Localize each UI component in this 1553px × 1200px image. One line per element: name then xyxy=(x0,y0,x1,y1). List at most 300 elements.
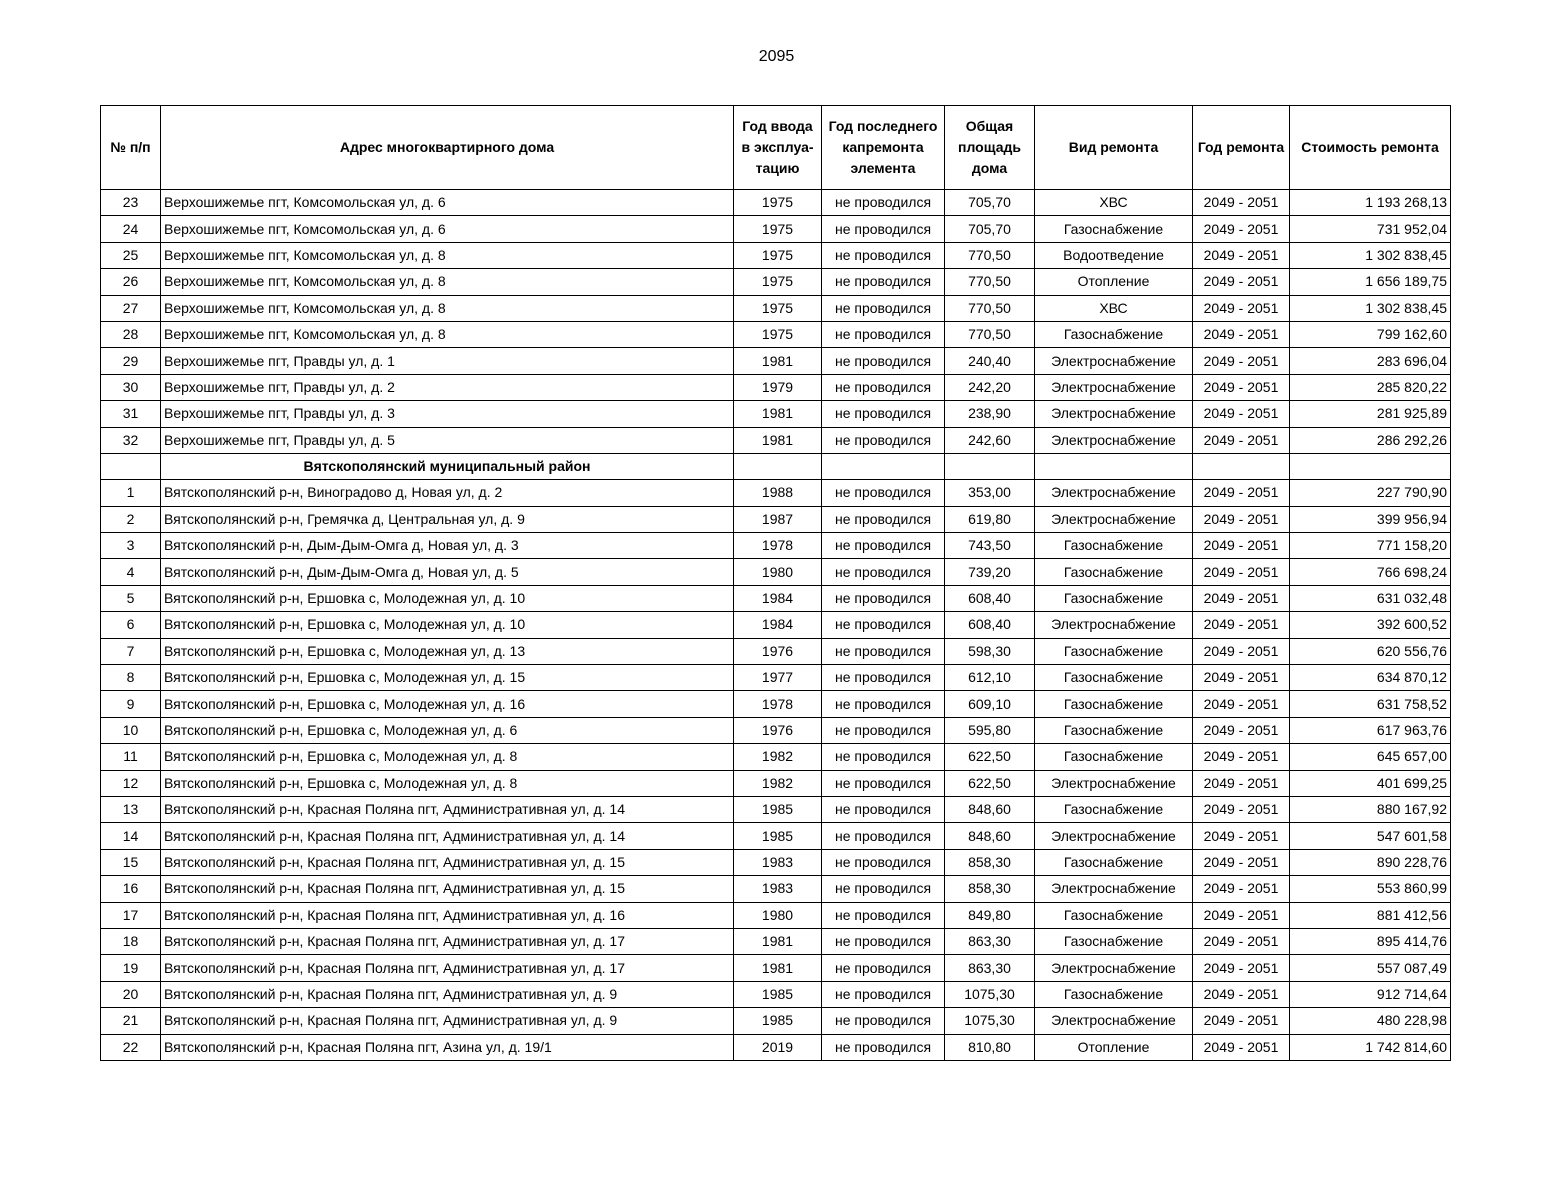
cell-cost: 881 412,56 xyxy=(1290,902,1451,928)
cell-repair-type: Отопление xyxy=(1035,1034,1193,1060)
cell-address: Верхошижемье пгт, Комсомольская ул, д. 6 xyxy=(161,190,734,216)
cell-cost: 1 193 268,13 xyxy=(1290,190,1451,216)
cell-year-commissioned: 1976 xyxy=(734,717,822,743)
cell-repair-type: Газоснабжение xyxy=(1035,559,1193,585)
cell-repair-type: Электроснабжение xyxy=(1035,823,1193,849)
cell-repair-year: 2049 - 2051 xyxy=(1193,401,1290,427)
cell-repair-type: Электроснабжение xyxy=(1035,955,1193,981)
cell-area: 770,50 xyxy=(945,269,1035,295)
cell-num: 22 xyxy=(101,1034,161,1060)
cell-num: 31 xyxy=(101,401,161,427)
cell-num: 15 xyxy=(101,849,161,875)
cell-num: 5 xyxy=(101,585,161,611)
cell-address: Вятскополянский р-н, Красная Поляна пгт, Административная ул, д. 14 xyxy=(161,796,734,822)
cell-cost: 399 956,94 xyxy=(1290,506,1451,532)
cell-repair-type: Газоснабжение xyxy=(1035,216,1193,242)
cell-cost: 880 167,92 xyxy=(1290,796,1451,822)
table-row xyxy=(101,928,1451,954)
section-header-row xyxy=(101,453,1451,479)
cell-year-commissioned: 1975 xyxy=(734,295,822,321)
table-row xyxy=(101,691,1451,717)
cell-year-commissioned: 1981 xyxy=(734,401,822,427)
cell-address: Верхошижемье пгт, Правды ул, д. 5 xyxy=(161,427,734,453)
cell-area: 810,80 xyxy=(945,1034,1035,1060)
cell-repair-year: 2049 - 2051 xyxy=(1193,638,1290,664)
cell-num: 30 xyxy=(101,374,161,400)
table-row xyxy=(101,849,1451,875)
cell-cost: 766 698,24 xyxy=(1290,559,1451,585)
cell-last-repair: не проводился xyxy=(822,269,945,295)
cell-address: Верхошижемье пгт, Комсомольская ул, д. 6 xyxy=(161,216,734,242)
cell-num: 2 xyxy=(101,506,161,532)
cell-area: 612,10 xyxy=(945,665,1035,691)
table-row xyxy=(101,823,1451,849)
cell-repair-year: 2049 - 2051 xyxy=(1193,190,1290,216)
cell-area: 622,50 xyxy=(945,770,1035,796)
cell-address: Вятскополянский р-н, Красная Поляна пгт, Административная ул, д. 15 xyxy=(161,849,734,875)
cell-cost: 286 292,26 xyxy=(1290,427,1451,453)
cell-repair-type: Газоснабжение xyxy=(1035,533,1193,559)
cell-address: Вятскополянский муниципальный район xyxy=(161,453,734,479)
cell-last-repair: не проводился xyxy=(822,1008,945,1034)
cell-cost: 890 228,76 xyxy=(1290,849,1451,875)
cell-year-commissioned: 1985 xyxy=(734,823,822,849)
cell-area: 598,30 xyxy=(945,638,1035,664)
cell-area: 1075,30 xyxy=(945,981,1035,1007)
cell-last-repair: не проводился xyxy=(822,849,945,875)
cell-cost: 392 600,52 xyxy=(1290,612,1451,638)
cell-cost: 631 758,52 xyxy=(1290,691,1451,717)
cell-repair-type: Электроснабжение xyxy=(1035,770,1193,796)
cell-year-commissioned: 1978 xyxy=(734,691,822,717)
cell-num: 1 xyxy=(101,480,161,506)
table-row xyxy=(101,401,1451,427)
cell-num: 3 xyxy=(101,533,161,559)
cell-last-repair: не проводился xyxy=(822,585,945,611)
page-number: 2095 xyxy=(758,48,795,65)
cell-area: 619,80 xyxy=(945,506,1035,532)
table-row xyxy=(101,612,1451,638)
table-header-row xyxy=(101,106,1451,190)
table-row xyxy=(101,533,1451,559)
table-row xyxy=(101,585,1451,611)
cell-area: 622,50 xyxy=(945,744,1035,770)
cell-repair-year: 2049 - 2051 xyxy=(1193,348,1290,374)
cell-repair-year: 2049 - 2051 xyxy=(1193,427,1290,453)
cell-repair-type: Электроснабжение xyxy=(1035,348,1193,374)
cell-last-repair: не проводился xyxy=(822,665,945,691)
cell-repair-year: 2049 - 2051 xyxy=(1193,295,1290,321)
cell-repair-year xyxy=(1193,453,1290,479)
cell-repair-type: Газоснабжение xyxy=(1035,744,1193,770)
cell-repair-year: 2049 - 2051 xyxy=(1193,1008,1290,1034)
cell-last-repair: не проводился xyxy=(822,190,945,216)
cell-address: Верхошижемье пгт, Комсомольская ул, д. 8 xyxy=(161,242,734,268)
cell-repair-year: 2049 - 2051 xyxy=(1193,1034,1290,1060)
cell-year-commissioned: 1987 xyxy=(734,506,822,532)
cell-repair-year: 2049 - 2051 xyxy=(1193,955,1290,981)
cell-year-commissioned xyxy=(734,453,822,479)
cell-address: Вятскополянский р-н, Красная Поляна пгт, Административная ул, д. 15 xyxy=(161,876,734,902)
cell-address: Вятскополянский р-н, Дым-Дым-Омга д, Новая ул, д. 5 xyxy=(161,559,734,585)
table-row xyxy=(101,216,1451,242)
cell-last-repair: не проводился xyxy=(822,427,945,453)
cell-repair-type: Газоснабжение xyxy=(1035,928,1193,954)
cell-last-repair: не проводился xyxy=(822,638,945,664)
cell-area: 848,60 xyxy=(945,823,1035,849)
cell-repair-type: Газоснабжение xyxy=(1035,691,1193,717)
cell-cost: 895 414,76 xyxy=(1290,928,1451,954)
table-row xyxy=(101,190,1451,216)
cell-area: 595,80 xyxy=(945,717,1035,743)
cell-address: Вятскополянский р-н, Дым-Дым-Омга д, Новая ул, д. 3 xyxy=(161,533,734,559)
cell-num: 17 xyxy=(101,902,161,928)
cell-num: 12 xyxy=(101,770,161,796)
cell-cost: 912 714,64 xyxy=(1290,981,1451,1007)
cell-address: Вятскополянский р-н, Красная Поляна пгт, Административная ул, д. 9 xyxy=(161,1008,734,1034)
table-row xyxy=(101,717,1451,743)
header-repair-year: Год ремонта xyxy=(1193,106,1290,190)
cell-last-repair: не проводился xyxy=(822,981,945,1007)
cell-repair-type: Газоснабжение xyxy=(1035,796,1193,822)
header-repair-type: Вид ремонта xyxy=(1035,106,1193,190)
cell-repair-type: Водоотведение xyxy=(1035,242,1193,268)
cell-last-repair: не проводился xyxy=(822,216,945,242)
cell-last-repair: не проводился xyxy=(822,295,945,321)
cell-address: Верхошижемье пгт, Правды ул, д. 3 xyxy=(161,401,734,427)
cell-address: Вятскополянский р-н, Ершовка с, Молодежная ул, д. 8 xyxy=(161,744,734,770)
cell-area: 770,50 xyxy=(945,242,1035,268)
cell-year-commissioned: 1975 xyxy=(734,269,822,295)
cell-num: 16 xyxy=(101,876,161,902)
cell-repair-type: Газоснабжение xyxy=(1035,665,1193,691)
cell-last-repair: не проводился xyxy=(822,902,945,928)
table-row xyxy=(101,1008,1451,1034)
cell-cost: 631 032,48 xyxy=(1290,585,1451,611)
table-row xyxy=(101,955,1451,981)
cell-year-commissioned: 1981 xyxy=(734,427,822,453)
repair-table xyxy=(100,105,1451,1061)
cell-year-commissioned: 1981 xyxy=(734,955,822,981)
cell-year-commissioned: 1979 xyxy=(734,374,822,400)
cell-area: 739,20 xyxy=(945,559,1035,585)
cell-year-commissioned: 1977 xyxy=(734,665,822,691)
cell-address: Вятскополянский р-н, Ершовка с, Молодежная ул, д. 13 xyxy=(161,638,734,664)
cell-area: 770,50 xyxy=(945,295,1035,321)
cell-area: 705,70 xyxy=(945,190,1035,216)
cell-repair-type: Газоснабжение xyxy=(1035,585,1193,611)
cell-last-repair: не проводился xyxy=(822,823,945,849)
cell-num xyxy=(101,453,161,479)
cell-cost: 553 860,99 xyxy=(1290,876,1451,902)
cell-repair-year: 2049 - 2051 xyxy=(1193,691,1290,717)
cell-repair-type: Электроснабжение xyxy=(1035,506,1193,532)
cell-address: Вятскополянский р-н, Красная Поляна пгт, Административная ул, д. 17 xyxy=(161,928,734,954)
cell-year-commissioned: 1981 xyxy=(734,928,822,954)
cell-year-commissioned: 1978 xyxy=(734,533,822,559)
cell-repair-year: 2049 - 2051 xyxy=(1193,744,1290,770)
cell-last-repair: не проводился xyxy=(822,796,945,822)
cell-cost: 285 820,22 xyxy=(1290,374,1451,400)
cell-address: Верхошижемье пгт, Комсомольская ул, д. 8 xyxy=(161,295,734,321)
cell-address: Вятскополянский р-н, Ершовка с, Молодежная ул, д. 10 xyxy=(161,612,734,638)
table-body xyxy=(101,190,1451,1061)
header-year-commissioned: Год ввода в эксплуа-тацию xyxy=(734,106,822,190)
cell-repair-type: Газоснабжение xyxy=(1035,717,1193,743)
cell-num: 32 xyxy=(101,427,161,453)
cell-year-commissioned: 1975 xyxy=(734,242,822,268)
cell-cost: 283 696,04 xyxy=(1290,348,1451,374)
cell-year-commissioned: 1976 xyxy=(734,638,822,664)
cell-area: 863,30 xyxy=(945,955,1035,981)
cell-area: 1075,30 xyxy=(945,1008,1035,1034)
cell-repair-year: 2049 - 2051 xyxy=(1193,374,1290,400)
cell-repair-year: 2049 - 2051 xyxy=(1193,928,1290,954)
cell-repair-type: Газоснабжение xyxy=(1035,638,1193,664)
table-row xyxy=(101,770,1451,796)
cell-cost: 1 302 838,45 xyxy=(1290,295,1451,321)
cell-cost: 1 302 838,45 xyxy=(1290,242,1451,268)
cell-address: Вятскополянский р-н, Ершовка с, Молодежная ул, д. 15 xyxy=(161,665,734,691)
table-row xyxy=(101,665,1451,691)
cell-cost: 645 657,00 xyxy=(1290,744,1451,770)
cell-cost: 401 699,25 xyxy=(1290,770,1451,796)
cell-num: 23 xyxy=(101,190,161,216)
table-row xyxy=(101,321,1451,347)
cell-repair-year: 2049 - 2051 xyxy=(1193,480,1290,506)
cell-area: 238,90 xyxy=(945,401,1035,427)
cell-cost: 634 870,12 xyxy=(1290,665,1451,691)
cell-cost: 281 925,89 xyxy=(1290,401,1451,427)
cell-address: Вятскополянский р-н, Гремячка д, Центральная ул, д. 9 xyxy=(161,506,734,532)
cell-cost: 620 556,76 xyxy=(1290,638,1451,664)
cell-cost: 731 952,04 xyxy=(1290,216,1451,242)
table-row xyxy=(101,295,1451,321)
cell-year-commissioned: 1985 xyxy=(734,981,822,1007)
cell-repair-type: Электроснабжение xyxy=(1035,480,1193,506)
cell-repair-year: 2049 - 2051 xyxy=(1193,559,1290,585)
cell-repair-type: Газоснабжение xyxy=(1035,321,1193,347)
table-row xyxy=(101,1034,1451,1060)
table-row xyxy=(101,744,1451,770)
cell-year-commissioned: 1981 xyxy=(734,348,822,374)
cell-area: 849,80 xyxy=(945,902,1035,928)
cell-address: Вятскополянский р-н, Ершовка с, Молодежная ул, д. 6 xyxy=(161,717,734,743)
cell-last-repair: не проводился xyxy=(822,321,945,347)
cell-repair-type: ХВС xyxy=(1035,295,1193,321)
cell-area: 705,70 xyxy=(945,216,1035,242)
cell-address: Вятскополянский р-н, Ершовка с, Молодежная ул, д. 16 xyxy=(161,691,734,717)
cell-area: 608,40 xyxy=(945,585,1035,611)
cell-cost: 557 087,49 xyxy=(1290,955,1451,981)
table-row xyxy=(101,796,1451,822)
cell-num: 8 xyxy=(101,665,161,691)
cell-repair-year: 2049 - 2051 xyxy=(1193,216,1290,242)
cell-repair-type: ХВС xyxy=(1035,190,1193,216)
table-row xyxy=(101,506,1451,532)
cell-last-repair: не проводился xyxy=(822,1034,945,1060)
cell-last-repair: не проводился xyxy=(822,506,945,532)
cell-cost xyxy=(1290,453,1451,479)
cell-area: 240,40 xyxy=(945,348,1035,374)
cell-last-repair: не проводился xyxy=(822,744,945,770)
header-area: Общая площадь дома xyxy=(945,106,1035,190)
cell-last-repair: не проводился xyxy=(822,242,945,268)
table-row xyxy=(101,638,1451,664)
cell-repair-year: 2049 - 2051 xyxy=(1193,717,1290,743)
cell-repair-year: 2049 - 2051 xyxy=(1193,849,1290,875)
cell-address: Вятскополянский р-н, Красная Поляна пгт, Административная ул, д. 16 xyxy=(161,902,734,928)
cell-address: Вятскополянский р-н, Ершовка с, Молодежная ул, д. 8 xyxy=(161,770,734,796)
cell-year-commissioned: 1980 xyxy=(734,559,822,585)
cell-area xyxy=(945,453,1035,479)
header-last-repair: Год последнего капремонта элемента xyxy=(822,106,945,190)
cell-year-commissioned: 1985 xyxy=(734,1008,822,1034)
cell-repair-year: 2049 - 2051 xyxy=(1193,242,1290,268)
cell-address: Верхошижемье пгт, Комсомольская ул, д. 8 xyxy=(161,269,734,295)
cell-last-repair: не проводился xyxy=(822,401,945,427)
cell-repair-type: Газоснабжение xyxy=(1035,981,1193,1007)
table-row xyxy=(101,427,1451,453)
cell-repair-year: 2049 - 2051 xyxy=(1193,981,1290,1007)
table-row xyxy=(101,242,1451,268)
cell-address: Вятскополянский р-н, Красная Поляна пгт, Азина ул, д. 19/1 xyxy=(161,1034,734,1060)
table-row xyxy=(101,374,1451,400)
cell-repair-type xyxy=(1035,453,1193,479)
cell-num: 11 xyxy=(101,744,161,770)
cell-area: 743,50 xyxy=(945,533,1035,559)
cell-repair-type: Электроснабжение xyxy=(1035,612,1193,638)
cell-num: 24 xyxy=(101,216,161,242)
cell-num: 29 xyxy=(101,348,161,374)
cell-last-repair: не проводился xyxy=(822,717,945,743)
cell-num: 13 xyxy=(101,796,161,822)
cell-num: 7 xyxy=(101,638,161,664)
cell-area: 858,30 xyxy=(945,849,1035,875)
cell-repair-year: 2049 - 2051 xyxy=(1193,321,1290,347)
cell-year-commissioned: 1980 xyxy=(734,902,822,928)
cell-last-repair: не проводился xyxy=(822,691,945,717)
cell-num: 10 xyxy=(101,717,161,743)
cell-year-commissioned: 1985 xyxy=(734,796,822,822)
cell-repair-year: 2049 - 2051 xyxy=(1193,269,1290,295)
table-row xyxy=(101,981,1451,1007)
cell-area: 863,30 xyxy=(945,928,1035,954)
table-row xyxy=(101,269,1451,295)
cell-year-commissioned: 1988 xyxy=(734,480,822,506)
cell-repair-year: 2049 - 2051 xyxy=(1193,533,1290,559)
cell-repair-year: 2049 - 2051 xyxy=(1193,585,1290,611)
cell-cost: 1 742 814,60 xyxy=(1290,1034,1451,1060)
cell-year-commissioned: 1975 xyxy=(734,216,822,242)
cell-repair-type: Электроснабжение xyxy=(1035,401,1193,427)
cell-address: Вятскополянский р-н, Красная Поляна пгт, Административная ул, д. 14 xyxy=(161,823,734,849)
cell-year-commissioned: 2019 xyxy=(734,1034,822,1060)
cell-year-commissioned: 1975 xyxy=(734,321,822,347)
cell-repair-year: 2049 - 2051 xyxy=(1193,823,1290,849)
cell-area: 353,00 xyxy=(945,480,1035,506)
cell-repair-year: 2049 - 2051 xyxy=(1193,665,1290,691)
cell-repair-year: 2049 - 2051 xyxy=(1193,876,1290,902)
header-cost: Стоимость ремонта xyxy=(1290,106,1451,190)
cell-repair-type: Электроснабжение xyxy=(1035,427,1193,453)
cell-num: 21 xyxy=(101,1008,161,1034)
table-row xyxy=(101,559,1451,585)
table-row xyxy=(101,480,1451,506)
table-row xyxy=(101,902,1451,928)
cell-area: 242,20 xyxy=(945,374,1035,400)
cell-last-repair: не проводился xyxy=(822,955,945,981)
cell-year-commissioned: 1984 xyxy=(734,585,822,611)
cell-num: 14 xyxy=(101,823,161,849)
cell-cost: 227 790,90 xyxy=(1290,480,1451,506)
header-num: № п/п xyxy=(101,106,161,190)
cell-area: 609,10 xyxy=(945,691,1035,717)
cell-year-commissioned: 1975 xyxy=(734,190,822,216)
cell-last-repair: не проводился xyxy=(822,928,945,954)
cell-last-repair: не проводился xyxy=(822,612,945,638)
cell-last-repair: не проводился xyxy=(822,374,945,400)
cell-num: 4 xyxy=(101,559,161,585)
cell-last-repair: не проводился xyxy=(822,876,945,902)
cell-area: 608,40 xyxy=(945,612,1035,638)
cell-cost: 480 228,98 xyxy=(1290,1008,1451,1034)
cell-repair-year: 2049 - 2051 xyxy=(1193,612,1290,638)
cell-address: Вятскополянский р-н, Ершовка с, Молодежная ул, д. 10 xyxy=(161,585,734,611)
cell-cost: 1 656 189,75 xyxy=(1290,269,1451,295)
cell-address: Вятскополянский р-н, Красная Поляна пгт, Административная ул, д. 9 xyxy=(161,981,734,1007)
table-row xyxy=(101,348,1451,374)
cell-address: Верхошижемье пгт, Правды ул, д. 1 xyxy=(161,348,734,374)
cell-address: Верхошижемье пгт, Правды ул, д. 2 xyxy=(161,374,734,400)
cell-num: 25 xyxy=(101,242,161,268)
cell-year-commissioned: 1982 xyxy=(734,770,822,796)
cell-cost: 617 963,76 xyxy=(1290,717,1451,743)
cell-last-repair: не проводился xyxy=(822,480,945,506)
cell-num: 20 xyxy=(101,981,161,1007)
cell-num: 26 xyxy=(101,269,161,295)
cell-num: 6 xyxy=(101,612,161,638)
cell-num: 28 xyxy=(101,321,161,347)
cell-year-commissioned: 1984 xyxy=(734,612,822,638)
cell-year-commissioned: 1982 xyxy=(734,744,822,770)
cell-cost: 771 158,20 xyxy=(1290,533,1451,559)
table-row xyxy=(101,876,1451,902)
cell-area: 858,30 xyxy=(945,876,1035,902)
cell-num: 19 xyxy=(101,955,161,981)
cell-repair-type: Электроснабжение xyxy=(1035,374,1193,400)
cell-repair-year: 2049 - 2051 xyxy=(1193,902,1290,928)
cell-repair-year: 2049 - 2051 xyxy=(1193,506,1290,532)
cell-last-repair: не проводился xyxy=(822,770,945,796)
cell-repair-type: Газоснабжение xyxy=(1035,849,1193,875)
cell-last-repair: не проводился xyxy=(822,348,945,374)
cell-area: 848,60 xyxy=(945,796,1035,822)
cell-repair-year: 2049 - 2051 xyxy=(1193,770,1290,796)
cell-num: 18 xyxy=(101,928,161,954)
cell-last-repair: не проводился xyxy=(822,559,945,585)
cell-cost: 547 601,58 xyxy=(1290,823,1451,849)
cell-year-commissioned: 1983 xyxy=(734,876,822,902)
cell-num: 9 xyxy=(101,691,161,717)
cell-area: 770,50 xyxy=(945,321,1035,347)
cell-repair-type: Газоснабжение xyxy=(1035,902,1193,928)
cell-num: 27 xyxy=(101,295,161,321)
cell-repair-type: Электроснабжение xyxy=(1035,1008,1193,1034)
cell-address: Вятскополянский р-н, Красная Поляна пгт, Административная ул, д. 17 xyxy=(161,955,734,981)
cell-repair-type: Отопление xyxy=(1035,269,1193,295)
cell-address: Вятскополянский р-н, Виноградово д, Новая ул, д. 2 xyxy=(161,480,734,506)
